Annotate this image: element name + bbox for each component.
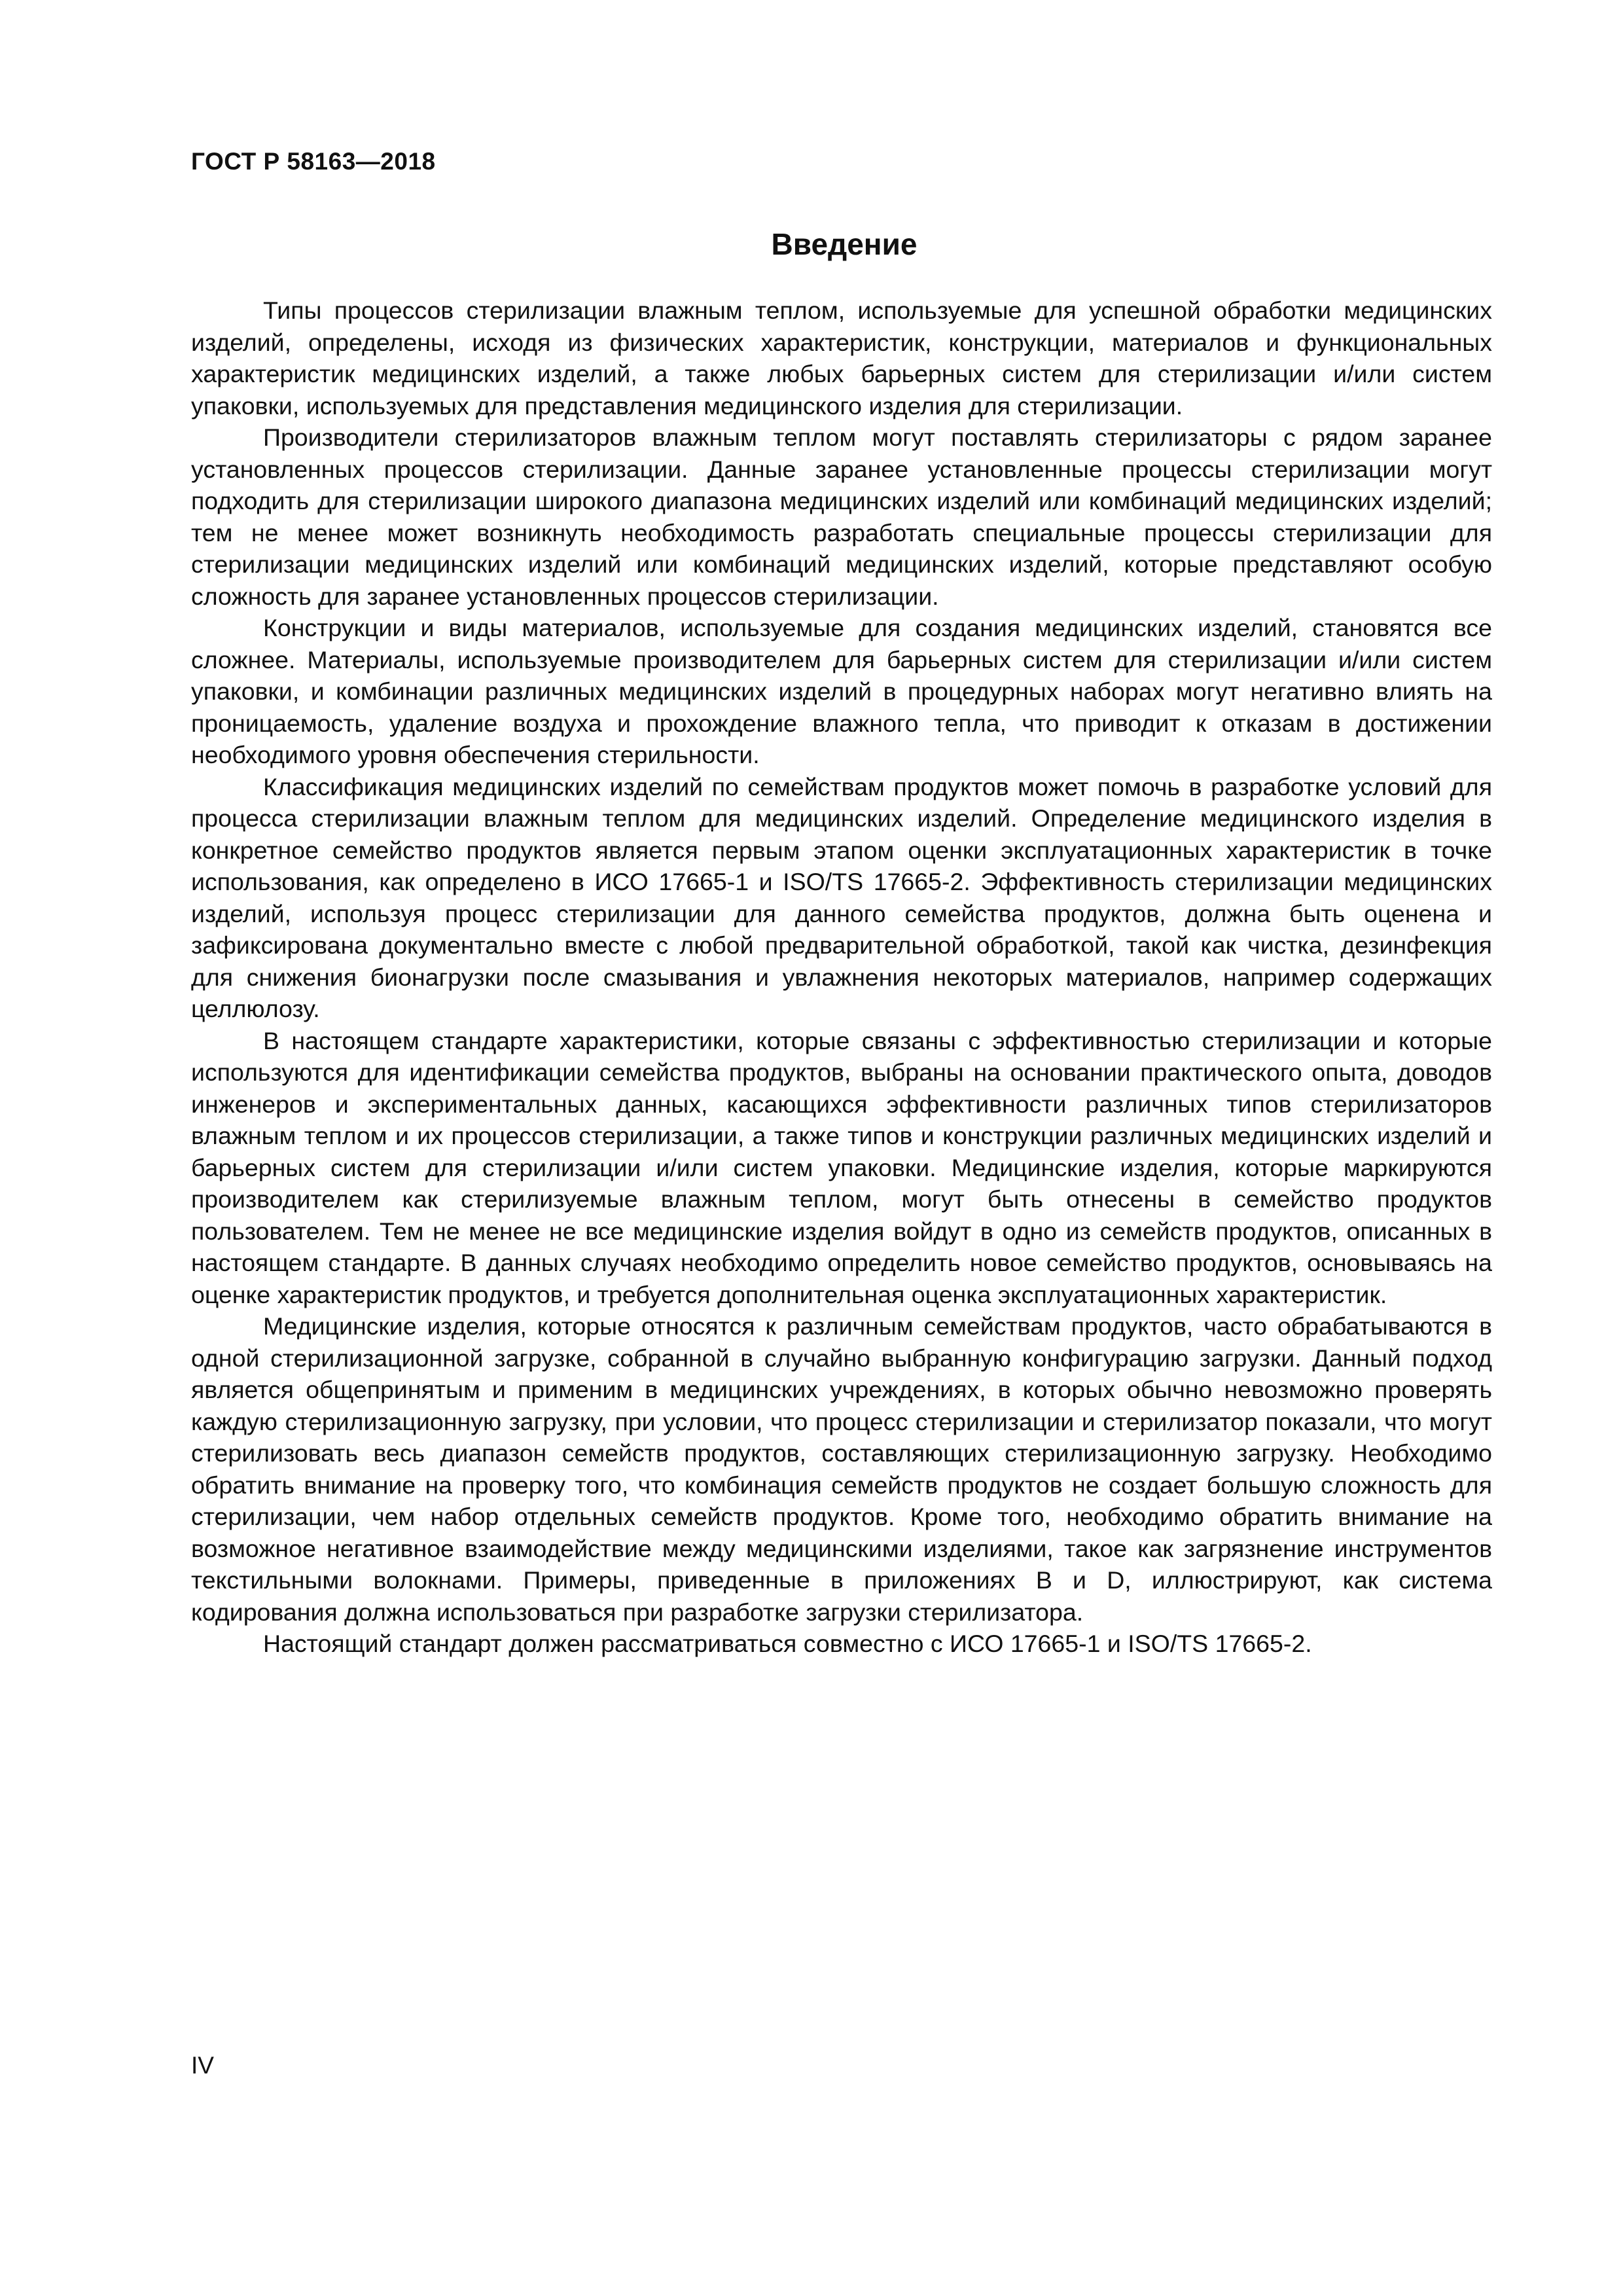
paragraph: Классификация медицинских изделий по семействам продуктов может помочь в разработке условий для процесса стерилизации влажным теплом для медицинских изделий. Определение медицинского изделия в конкретное семейство продуктов является первым этапом оценки эксплуатационных характеристик в точке использования, как определено в ИСО 17665-1 и ISO/TS 17665-2. Эффективность стерилизации медицинских изделий, используя процесс стерилизации для данного семейства продуктов, должна быть оценена и зафиксирована документально вместе с любой предварительной обработкой, такой как чистка, дезинфекция для снижения бионагрузки после смазывания и увлажнения некоторых материалов, например содержащих целлюлозу. <box>191 772 1492 1022</box>
paragraph: Типы процессов стерилизации влажным теплом, используемые для успешной обработки медицинских изделий, определены, исходя из физических характеристик, конструкции, материалов и функциональных характеристик медицинских изделий, а также любых барьерных систем для стерилизации и/или систем упаковки, используемых для представления медицинского изделия для стерилизации. <box>191 296 1492 420</box>
section-title: Введение <box>771 227 918 261</box>
paragraph: Настоящий стандарт должен рассматриваться совместно с ИСО 17665-1 и ISO/TS 17665-2. <box>263 1630 1312 1657</box>
document-header-code: ГОСТ Р 58163—2018 <box>191 148 436 175</box>
body-text <box>191 295 1492 1660</box>
paragraph: В настоящем стандарте характеристики, которые связаны с эффективностью стерилизации и которые используются для идентификации семейства продуктов, выбраны на основании практического опыта, доводов инженеров и экспериментальных данных, касающихся эффективности различных типов стерилизаторов влажным теплом и их процессов стерилизации, а также типов и конструкции различных медицинских изделий и барьерных систем для стерилизации и/или систем упаковки. Медицинские изделия, которые маркируются производителем как стерилизуемые влажным теплом, могут быть отнесены в семейство продуктов пользователем. Тем не менее не все медицинские изделия войдут в одно из семейств продуктов, описанных в настоящем стандарте. В данных случаях необходимо определить новое семейство продуктов, основываясь на оценке характеристик продуктов, и требуется дополнительная оценка эксплуатационных характеристик. <box>191 1026 1492 1308</box>
page-number: IV <box>191 2052 214 2079</box>
paragraph: Медицинские изделия, которые относятся к различным семействам продуктов, часто обрабатываются в одной стерилизационной загрузке, собранной в случайно выбранную конфигурацию загрузки. Данный подход является общепринятым и применим в медицинских учреждениях, в которых обычно невозможно проверять каждую стерилизационную загрузку, при условии, что процесс стерилизации и стерилизатор показали, что могут стерилизовать весь диапазон семейств продуктов, составляющих стерилизационную загрузку. Необходимо обратить внимание на проверку того, что комбинация семейств продуктов не создает большую сложность для стерилизации, чем набор отдельных семейств продуктов. Кроме того, необходимо обратить внимание на возможное негативное взаимодействие между медицинскими изделиями, такое как загрязнение инструментов текстильными волокнами. Примеры, приведенные в приложениях В и D, иллюстрируют, как система кодирования должна использоваться при разработке загрузки стерилизатора. <box>191 1312 1492 1626</box>
paragraph: Конструкции и виды материалов, используемые для создания медицинских изделий, становятся все сложнее. Материалы, используемые производителем для барьерных систем для стерилизации и/или систем упаковки, и комбинации различных медицинских изделий в процедурных наборах могут негативно влиять на проницаемость, удаление воздуха и прохождение влажного тепла, что приводит к отказам в достижении необходимого уровня обеспечения стерильности. <box>191 614 1492 768</box>
paragraph: Производители стерилизаторов влажным теплом могут поставлять стерилизаторы с рядом заранее установленных процессов стерилизации. Данные заранее установленные процессы стерилизации могут подходить для стерилизации широкого диапазона медицинских изделий или комбинаций медицинских изделий; тем не менее может возникнуть необходимость разработать специальные процессы стерилизации для стерилизации медицинских изделий или комбинаций медицинских изделий, которые представляют особую сложность для заранее установленных процессов стерилизации. <box>191 423 1492 610</box>
